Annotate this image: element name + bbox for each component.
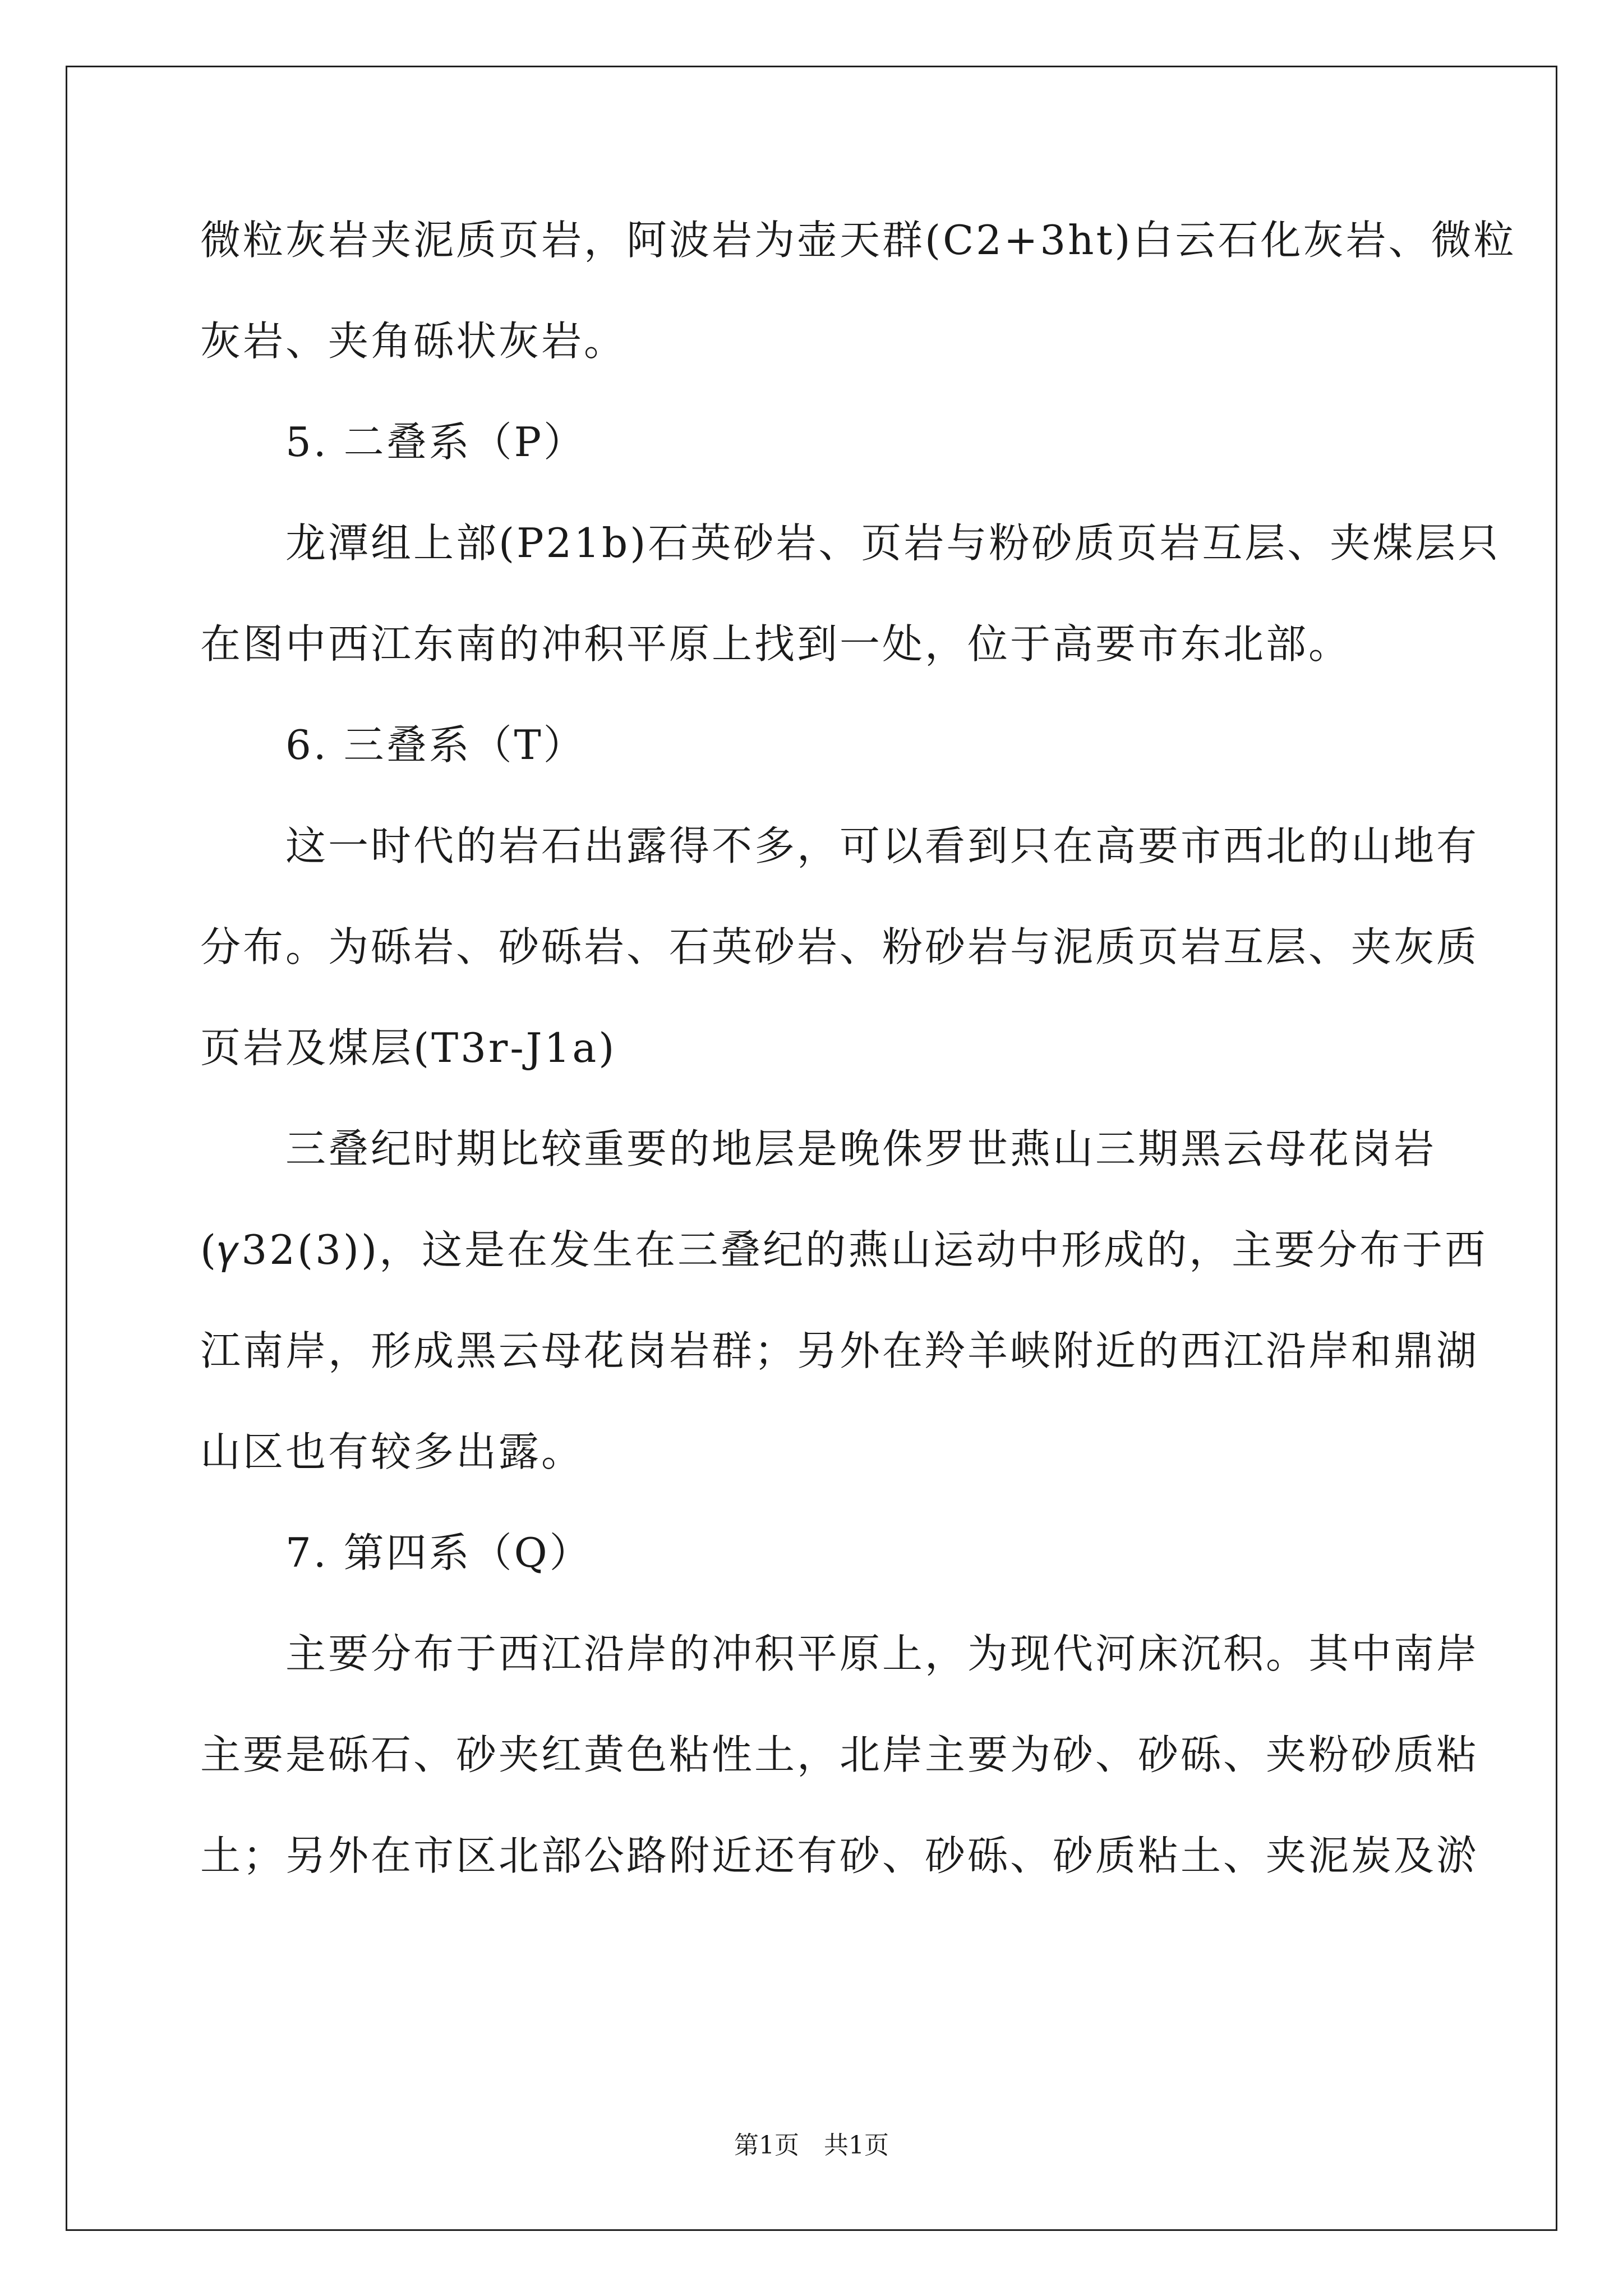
heading-line: 5. 二叠系（P） [200,418,587,466]
text-line: 灰岩、夹角砾状灰岩。 [200,318,627,365]
text-line: 山区也有较多出露。 [200,1428,584,1475]
text-line: 主要分布于西江沿岸的冲积平原上，为现代河床沉积。其中南岸 [200,1630,1479,1677]
text-line: 江南岸，形成黑云母花岗岩群；另外在羚羊峡附近的西江沿岸和鼎湖 [200,1327,1479,1374]
text-line: 在图中西江东南的冲积平原上找到一处，位于高要市东北部。 [200,620,1352,668]
paragraph [200,1122,1488,1479]
heading-line: 7. 第四系（Q） [200,1529,592,1576]
section-heading [200,415,1426,469]
text-line: 三叠纪时期比较重要的地层是晚侏罗世燕山三期黑云母花岗岩 [200,1125,1437,1172]
paragraph [200,1627,1479,1883]
document-body [200,213,1516,1883]
paragraph [200,213,1516,368]
text-line: 主要是砾石、砂夹红黄色粘性土，北岸主要为砂、砂砾、夹粉砂质粘 [200,1731,1479,1778]
text-line: 龙潭组上部(P21b)石英砂岩、页岩与粉砂质页岩互层、夹煤层只 [200,519,1501,567]
text-line: 微粒灰岩夹泥质页岩，阿波岩为壶天群(C2+3ht)白云石化灰岩、微粒 [200,217,1516,264]
text-line: 这一时代的岩石出露得不多，可以看到只在高要市西北的山地有 [200,822,1479,869]
paragraph [200,516,1501,671]
section-heading [200,718,1426,772]
text-line: 土；另外在市区北部公路附近还有砂、砂砾、砂质粘土、夹泥炭及淤 [200,1832,1479,1879]
text-line: 分布。为砾岩、砂砾岩、石英砂岩、粉砂岩与泥质页岩互层、夹灰质 [200,923,1479,970]
page-footer: 第1页 共1页 [734,2131,889,2160]
text-line: (𝛾32(3))，这是在发生在三叠纪的燕山运动中形成的，主要分布于西 [200,1226,1488,1273]
heading-line: 6. 三叠系（T） [200,721,586,769]
section-heading [200,1526,1426,1580]
paragraph [200,819,1479,1075]
text-line: 页岩及煤层(T3r-J1a) [200,1024,617,1071]
